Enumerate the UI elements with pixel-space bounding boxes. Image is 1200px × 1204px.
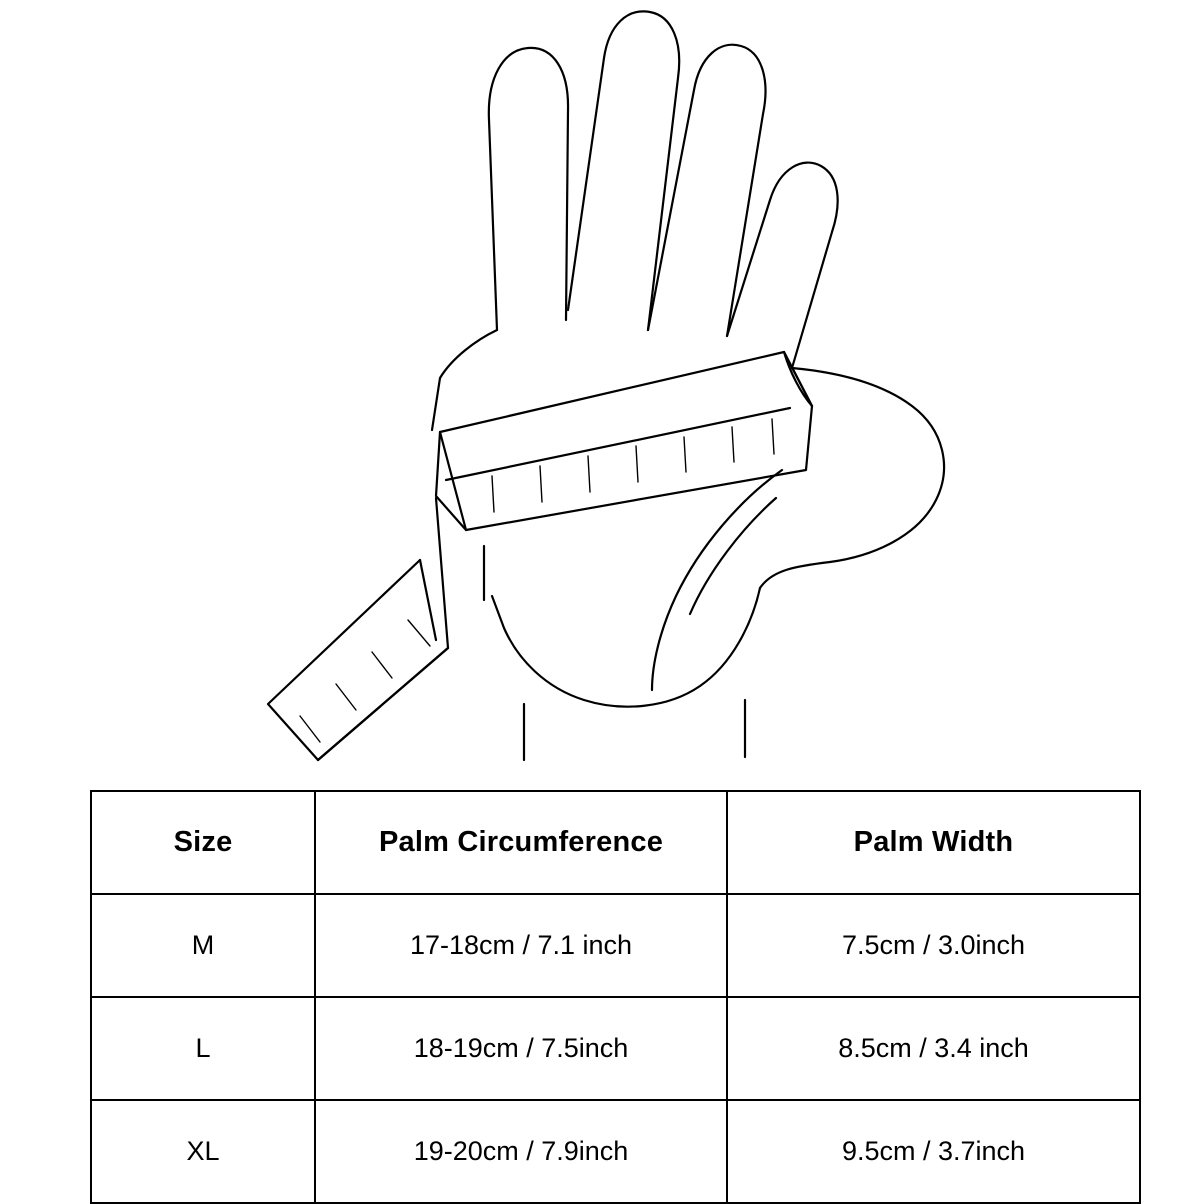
strap-band-right-end	[784, 352, 812, 406]
strap-tick-marks	[492, 419, 774, 512]
palm-lower-edge	[492, 588, 760, 707]
middle-finger	[568, 11, 679, 330]
table-row	[91, 1100, 1140, 1203]
cell-size: XL	[91, 1100, 315, 1203]
table-header-row	[91, 791, 1140, 894]
strap-band	[440, 352, 812, 530]
thumb-outline	[760, 368, 944, 588]
cell-circumference: 18-19cm / 7.5inch	[315, 997, 727, 1100]
pinky-finger	[727, 163, 838, 368]
strap-tail-edge	[318, 648, 448, 760]
cell-palm-width: 7.5cm / 3.0inch	[727, 894, 1140, 997]
cell-size: M	[91, 894, 315, 997]
cell-circumference: 17-18cm / 7.1 inch	[315, 894, 727, 997]
cell-palm-width: 8.5cm / 3.4 inch	[727, 997, 1140, 1100]
hand-left-edge	[432, 330, 497, 430]
cell-palm-width: 9.5cm / 3.7inch	[727, 1100, 1140, 1203]
palm-crease-1	[652, 470, 782, 690]
strap-tail-inner	[420, 560, 436, 640]
cell-circumference: 19-20cm / 7.9inch	[315, 1100, 727, 1203]
cell-size: L	[91, 997, 315, 1100]
table-row	[91, 894, 1140, 997]
table-row	[91, 997, 1140, 1100]
palm-crease-2	[690, 498, 776, 614]
strap-tail	[268, 498, 448, 760]
header-palm-width: Palm Width	[727, 791, 1140, 894]
header-circumference: Palm Circumference	[315, 791, 727, 894]
header-size: Size	[91, 791, 315, 894]
index-finger	[489, 48, 568, 330]
size-table	[90, 790, 1141, 1204]
